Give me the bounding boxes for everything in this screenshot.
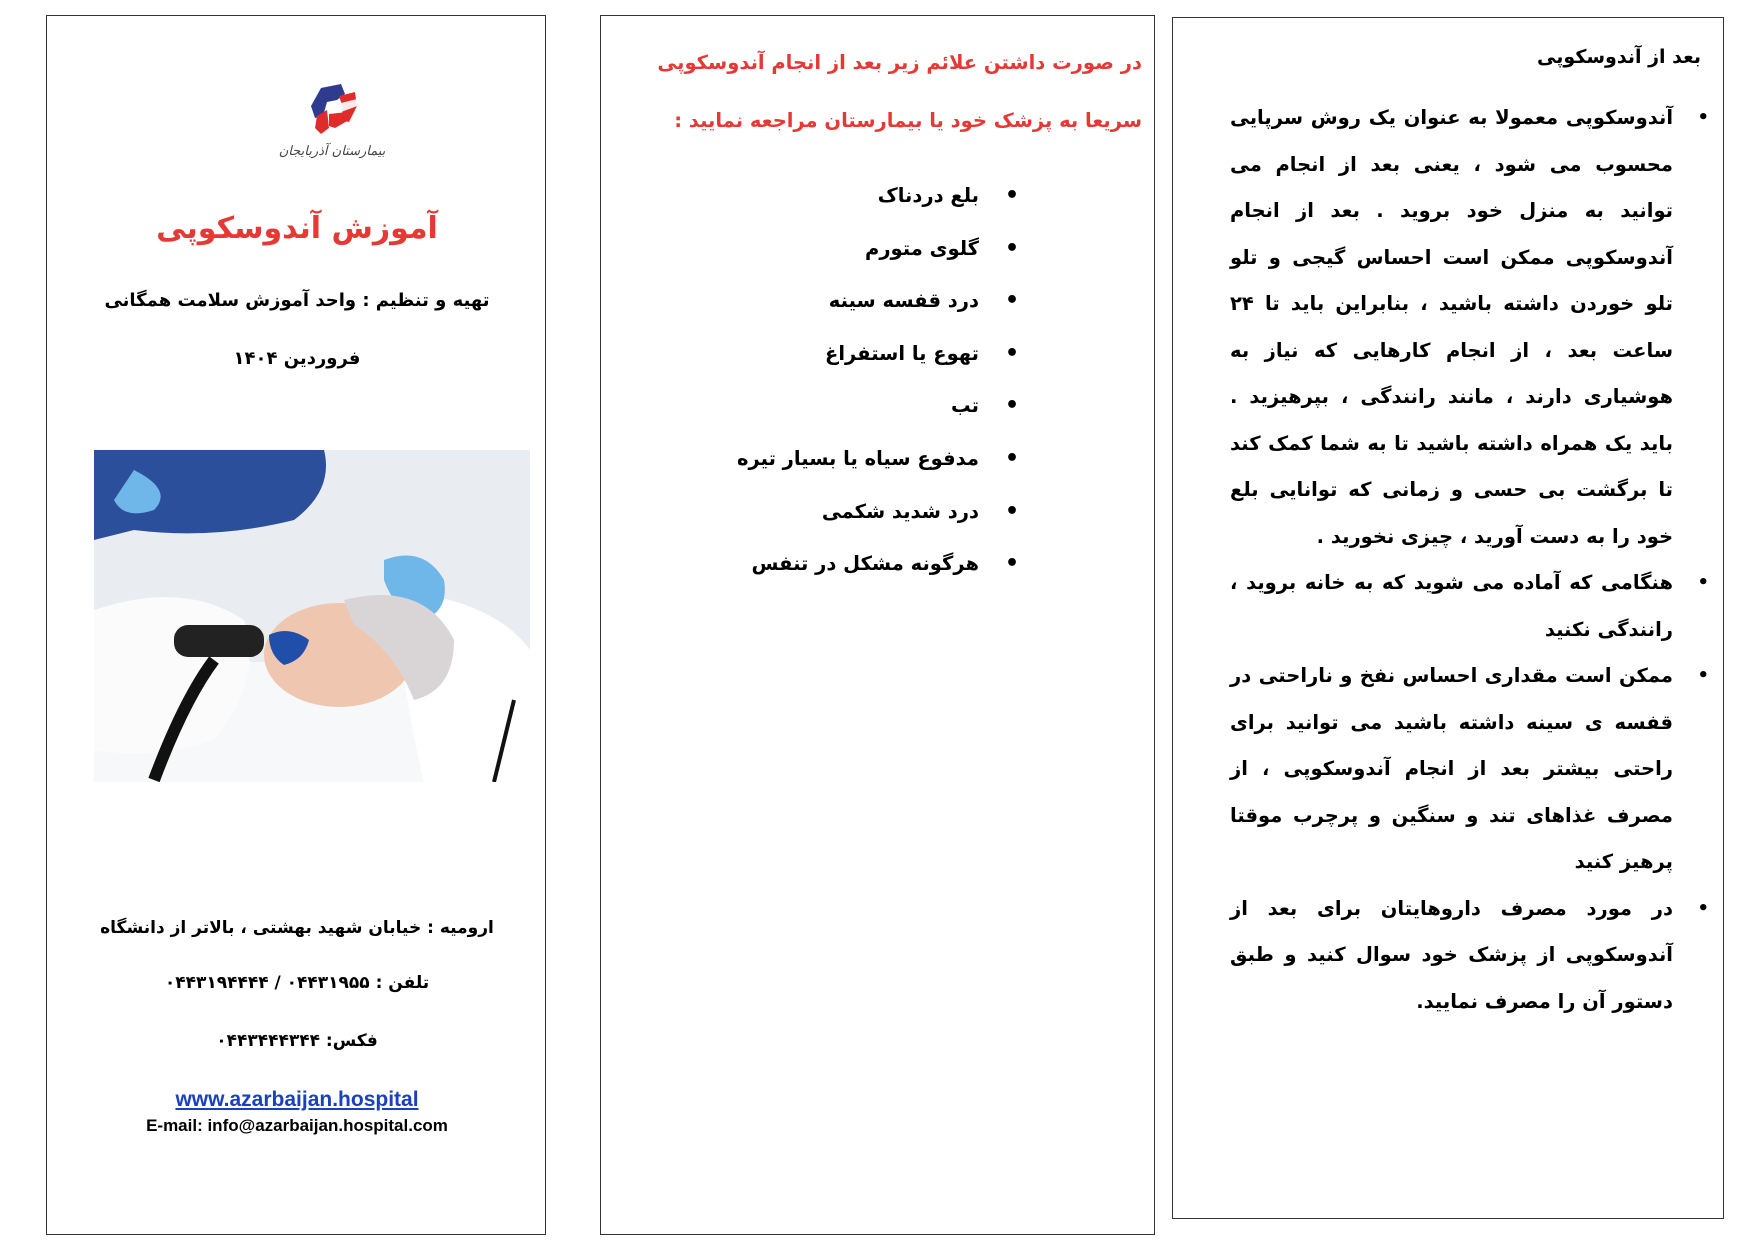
list-item: • تهوع یا استفراغ	[639, 328, 1019, 381]
list-item: • درد شدید شکمی	[639, 486, 1019, 539]
list-item: • مدفوع سیاه یا بسیار تیره	[639, 433, 1019, 486]
list-item: • گلوی متورم	[639, 223, 1019, 276]
list-item: • تب	[639, 380, 1019, 433]
symptoms-panel	[600, 15, 1155, 1235]
symptoms-list	[639, 170, 1019, 591]
warning-heading: در صورت داشتن علائم زیر بعد از انجام آندوسکوپی سریعا به پزشک خود یا بیمارستان مراجعه نمایید :	[657, 51, 1142, 132]
hospital-logo	[297, 76, 407, 176]
website-link[interactable]: www.azarbaijan.hospital	[175, 1088, 419, 1111]
after-care-list	[1230, 95, 1673, 1025]
list-item: • آندوسکوپی معمولا به عنوان یک روش سرپایی محسوب می شود ، یعنی بعد از انجام می توانید به منزل خود بروید . بعد از انجام آندوسکوپی ممکن است احساس گیجی و تلو تلو خوردن داشته باشید ، بنابراین باید تا ۲۴ ساعت بعد ، از انجام کارهایی که نیاز به هوشیاری دارند ، مانند رانندگی ، بپرهیزید . باید یک همراه داشته باشید تا به شما کمک کند تا برگشت بی حسی و زمانی که توانایی بلع خود را به دست آورید ، چیزی نخورید .	[1230, 95, 1673, 560]
email-text: E-mail: info@azarbaijan.hospital.com	[146, 1116, 448, 1135]
logo-caption: بیمارستان آذربایجان	[278, 144, 386, 159]
list-item: • هنگامی که آماده می شوید که به خانه بروید ، رانندگی نکنید	[1230, 560, 1673, 653]
after-care-panel	[1172, 17, 1724, 1219]
fax-text: فکس: ۰۴۴۳۴۴۴۳۴۴	[216, 1031, 378, 1051]
publication-date: فروردین ۱۴۰۴	[233, 348, 361, 369]
address-text: ارومیه : خیابان شهید بهشتی ، بالاتر از دانشگاه	[100, 918, 494, 938]
brochure-title: آموزش آندوسکوپی	[156, 211, 438, 246]
list-item: • بلع دردناک	[639, 170, 1019, 223]
endoscopy-photo	[94, 450, 530, 782]
phone-text: تلفن : ۰۴۴۳۱۹۵۵ / ۰۴۴۳۱۹۴۴۴۴	[164, 973, 430, 993]
list-item: • ممکن است مقداری احساس نفخ و ناراحتی در قفسه ی سینه داشته باشید می توانید برای راحتی بیشتر بعد از انجام آندوسکوپی ، از مصرف غذاهای تند و سنگین و پرچرب موقتا پرهیز کنید	[1230, 653, 1673, 886]
list-item: • درد قفسه سینه	[639, 275, 1019, 328]
list-item: • در مورد مصرف داروهایتان برای بعد از آندوسکوپی از پزشک خود سوال کنید و طبق دستور آن را مصرف نمایید.	[1230, 886, 1673, 1026]
prepared-by-text: تهیه و تنظیم : واحد آموزش سلامت همگانی	[104, 290, 490, 311]
list-item: • هرگونه مشکل در تنفس	[639, 538, 1019, 591]
cover-panel	[46, 15, 546, 1235]
after-care-title: بعد از آندوسکوپی	[1537, 46, 1701, 68]
